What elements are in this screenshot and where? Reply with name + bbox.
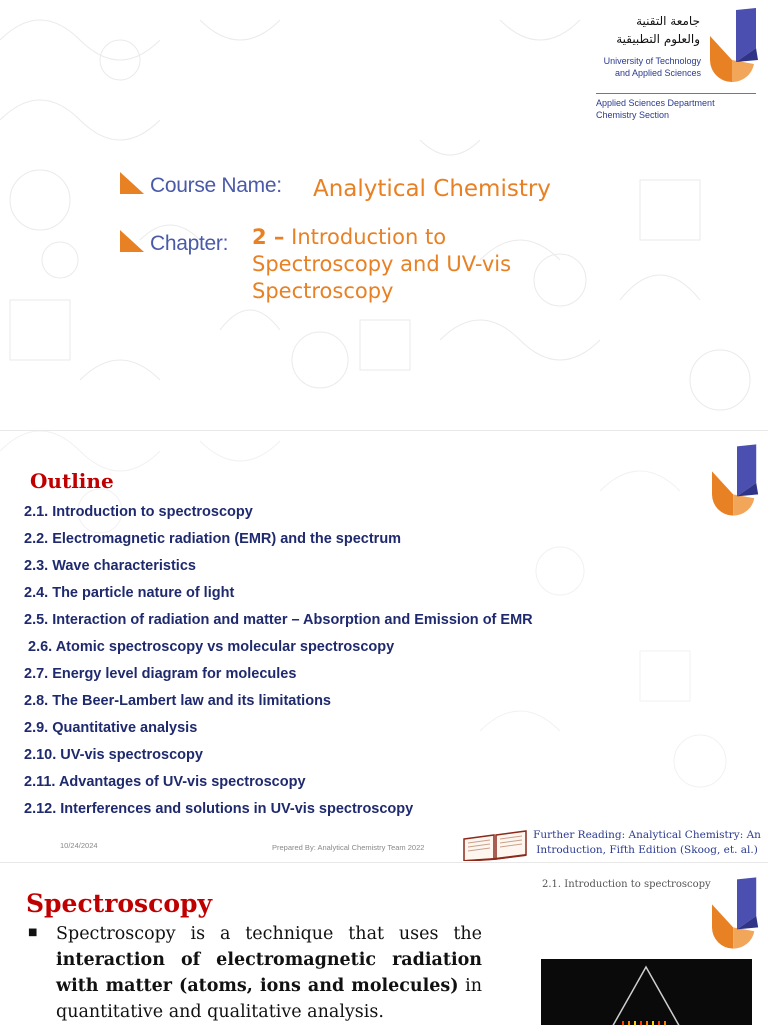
outline-item: 2.5. Interaction of radiation and matter – Absorption and Emission of EMR [24,612,533,628]
further-reading-line1: Further Reading: Analytical Chemistry: An [533,829,761,841]
department-line1: Applied Sciences Department [596,98,715,108]
outline-item: 2.6. Atomic spectroscopy vs molecular spectroscopy [24,639,395,655]
slide-title: Spectroscopy [26,889,213,918]
outline-list [24,503,533,827]
university-logo-icon [712,877,762,949]
triangle-marker-icon [120,230,144,252]
university-logo-icon [712,443,762,517]
title-slide [0,0,768,430]
course-name-value: Analytical Chemistry [313,176,551,202]
outline-item: 2.2. Electromagnetic radiation (EMR) and the spectrum [24,531,402,547]
chapter-number: 2 – [252,225,285,249]
outline-item: 2.1. Introduction to spectroscopy [24,504,253,520]
further-reading-line2: Introduction, Fifth Edition (Skoog, et. al.) [536,844,758,856]
chapter-title-line2: Spectroscopy and UV-vis [252,252,512,276]
outline-item: 2.4. The particle nature of light [24,585,235,601]
prism-icon [541,959,752,1025]
footer-date: 10/24/2024 [60,841,98,850]
outline-item: 2.11. Advantages of UV-vis spectroscopy [24,774,306,790]
bullet-paragraph [56,921,482,1025]
outline-slide [0,430,768,861]
triangle-marker-icon [120,172,144,194]
spectroscopy-slide [0,862,768,1025]
course-name-label: Course Name: [150,174,282,197]
university-logo-icon [710,8,762,82]
slide-section-header: 2.1. Introduction to spectroscopy [542,879,711,890]
prism-image [541,959,752,1025]
outline-item: 2.9. Quantitative analysis [24,720,198,736]
department-line2: Chemistry Section [596,110,670,120]
square-bullet-icon: ■ [28,927,38,938]
chapter-title-line1: Introduction to [291,225,447,249]
outline-item: 2.3. Wave characteristics [24,558,196,574]
chapter-title-line3: Spectroscopy [252,279,394,303]
bullet-text-bold: interaction of electromagnetic radiation with matter (atoms, ions and molecules) [56,950,482,996]
logo-arabic-line1: جامعة التقنية [636,14,700,28]
outline-item: 2.12. Interferences and solutions in UV-vis spectroscopy [24,801,414,817]
outline-title: Outline [30,469,114,493]
further-reading [530,828,764,858]
outline-item: 2.10. UV-vis spectroscopy [24,747,203,763]
open-book-icon [462,829,528,861]
logo-english-line1: University of Technology [603,56,701,66]
bullet-text-part1: Spectroscopy is a technique that uses the [56,924,482,944]
department-label [596,93,756,121]
chapter-value [252,224,511,305]
logo-arabic-line2: والعلوم التطبيقية [616,32,700,46]
footer-prepared-by: Prepared By: Analytical Chemistry Team 2022 [272,843,425,852]
outline-item: 2.7. Energy level diagram for molecules [24,666,297,682]
chapter-label: Chapter: [150,232,229,255]
logo-english-line2: and Applied Sciences [614,68,701,78]
outline-item: 2.8. The Beer-Lambert law and its limitations [24,693,331,709]
bullet-text-part2: in quantitative and qualitative analysis. [56,976,482,1022]
